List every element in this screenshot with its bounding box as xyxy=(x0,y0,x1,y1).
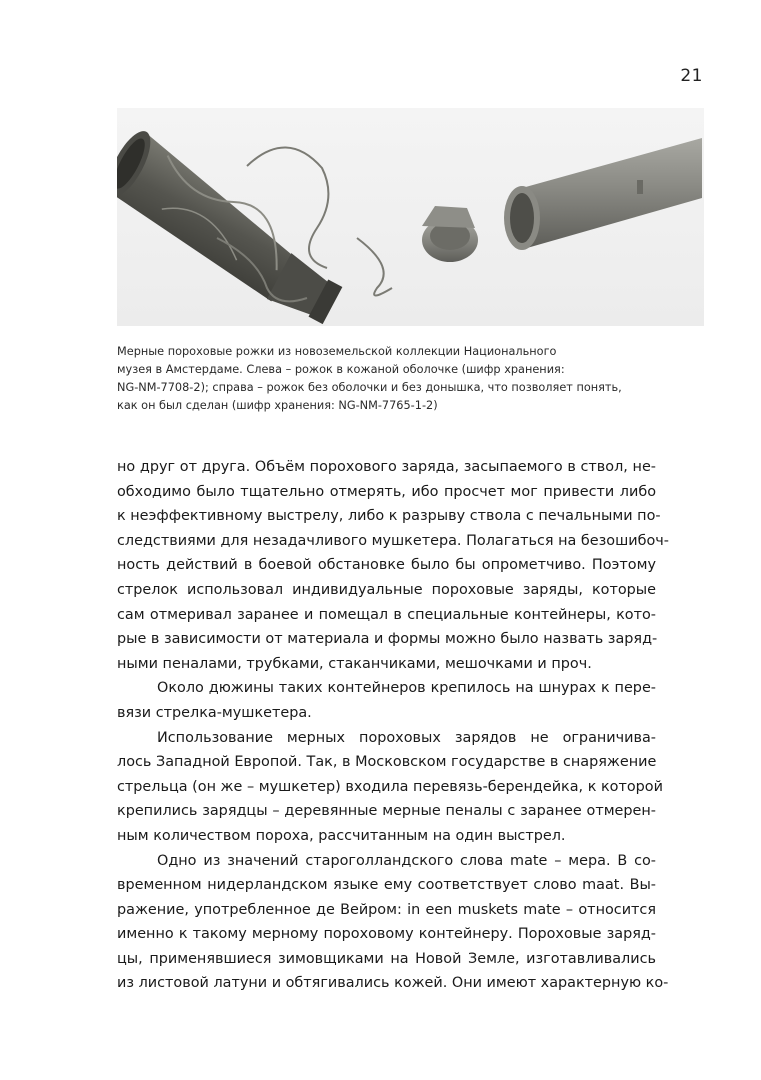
body-line: Одно из значений староголландского слова mate – мера. В со- xyxy=(157,852,656,869)
body-line: ность действий в боевой обстановке было бы опрометчиво. Поэтому xyxy=(117,557,656,574)
body-line: Около дюжины таких контейнеров крепилось на шнурах к пере- xyxy=(157,680,656,697)
caption-line: NG-NM-7708-2); справа – рожок без оболочки и без донышка, что позволяет понять, xyxy=(117,381,622,394)
body-line: крепились зарядцы – деревянные мерные пеналы с заранее отмерен- xyxy=(117,803,656,820)
caption-line: Мерные пороховые рожки из новоземельской коллекции Национального xyxy=(117,345,557,358)
body-line: ным количеством пороха, рассчитанным на один выстрел. xyxy=(117,827,566,844)
caption-line: как он был сделан (шифр хранения: NG-NM-7765-1-2) xyxy=(117,399,438,412)
lid-piece xyxy=(422,206,478,262)
caption-line: музея в Амстердаме. Слева – рожок в кожаной оболочке (шифр хранения: xyxy=(117,363,565,376)
bare-horn xyxy=(504,138,702,250)
body-line: стрелок использовал индивидуальные пороховые заряды, которые xyxy=(117,581,656,598)
leather-horn xyxy=(117,125,364,326)
body-line: лось Западной Европой. Так, в Московском государстве в снаряжение xyxy=(117,754,657,771)
body-line: ными пеналами, трубками, стаканчиками, мешочками и проч. xyxy=(117,655,592,672)
body-line: из листовой латуни и обтягивались кожей. Они имеют характерную ко- xyxy=(117,975,669,992)
figure-caption xyxy=(117,343,717,415)
body-line: стрельца (он же – мушкетер) входила перевязь-берендейка, к которой xyxy=(117,778,663,795)
page-number: 21 xyxy=(680,66,703,86)
body-line: сам отмеривал заранее и помещал в специальные контейнеры, кото- xyxy=(117,606,656,623)
body-line: Использование мерных пороховых зарядов не ограничива- xyxy=(157,729,656,746)
body-line: цы, применявшиеся зимовщиками на Новой Земле, изготавливались xyxy=(117,950,656,967)
body-line: именно к такому мерному пороховому контейнеру. Пороховые заряд- xyxy=(117,926,656,943)
powder-horns-illustration xyxy=(117,108,704,326)
body-line: обходимо было тщательно отмерять, ибо просчет мог привести либо xyxy=(117,483,656,500)
body-line: следствиями для незадачливого мушкетера. Полагаться на безошибоч- xyxy=(117,532,669,549)
body-line: ражение, употребленное де Вейром: in een muskets mate – относится xyxy=(117,901,656,918)
body-line: вязи стрелка-мушкетера. xyxy=(117,704,312,721)
photo-powder-horns xyxy=(117,108,704,326)
body-line: рые в зависимости от материала и формы можно было назвать заряд- xyxy=(117,631,658,648)
body-line: но друг от друга. Объём порохового заряда, засыпаемого в ствол, не- xyxy=(117,459,656,475)
body-line: к неэффективному выстрелу, либо к разрыву ствола с печальными по- xyxy=(117,508,661,525)
body-text xyxy=(117,455,669,996)
body-line: временном нидерландском языке ему соответствует слово maat. Вы- xyxy=(117,877,656,894)
